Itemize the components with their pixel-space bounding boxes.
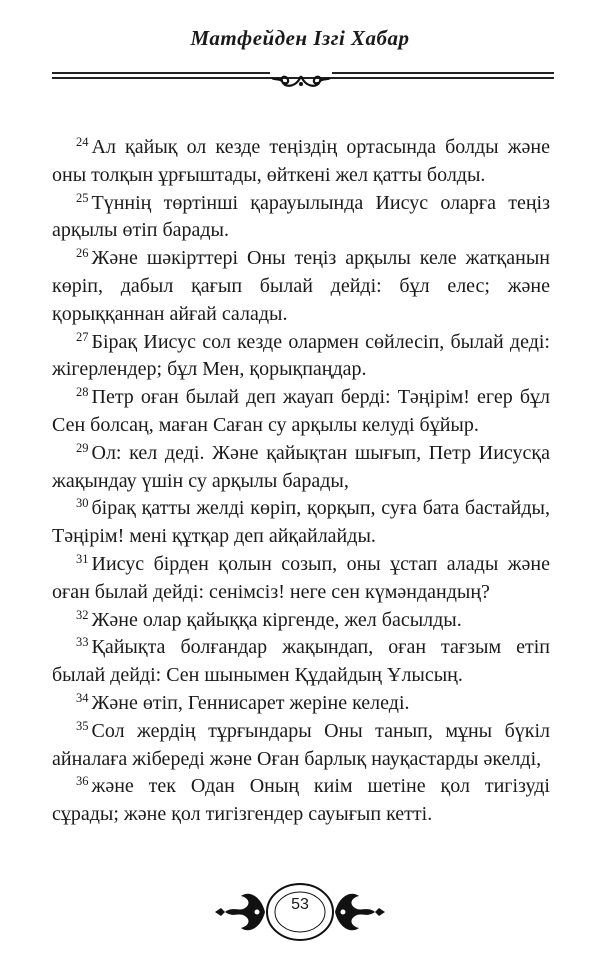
verse-24 — [52, 134, 550, 190]
header-ornament-icon — [270, 70, 332, 92]
verse-text: Петр оған былай деп жауап берді: Тәңірім! егер бұл Сен болсаң, маған Саған су арқылы келуді бұйыр. — [52, 386, 550, 436]
verse-26 — [52, 245, 550, 328]
verse-text: Бірақ Иисус сол кезде олармен сөйлесіп, былай деді: жігерлендер; бұл Мен, қорықпаңдар. — [52, 330, 550, 381]
verse-35 — [52, 718, 550, 774]
scripture-text — [52, 134, 550, 829]
verse-number: 34 — [76, 690, 89, 705]
verse-number: 24 — [76, 135, 89, 149]
verse-number: 35 — [76, 718, 89, 733]
verse-number: 29 — [76, 440, 89, 455]
verse-number: 33 — [76, 635, 89, 650]
verse-28 — [52, 384, 550, 440]
verse-text: және тек Одан Оның киім шетіне қол тигізуді сұрады; және қол тигізгендер сауығып кетті. — [52, 775, 550, 826]
verse-text: Ал қайық ол кезде теңіздің ортасында болды және оны толқын ұрғыштады, өйткені жел қатты болды. — [52, 136, 550, 186]
verse-text: Және шәкірттері Оны теңіз арқылы келе жатқанын көріп, дабыл қағып былай дейді: бұл елес; және қорыққаннан айғай салады. — [52, 247, 550, 325]
verse-number: 27 — [76, 329, 89, 344]
verse-number: 31 — [76, 551, 89, 566]
verse-33 — [52, 634, 550, 690]
verse-number: 32 — [76, 607, 89, 622]
verse-34 — [52, 690, 550, 718]
verse-number: 30 — [76, 496, 89, 511]
verse-36 — [52, 773, 550, 829]
verse-number: 25 — [76, 190, 89, 205]
verse-text: Және өтіп, Геннисарет жеріне келеді. — [91, 691, 410, 714]
verse-text: Және олар қайыққа кіргенде, жел басылды. — [91, 608, 462, 631]
verse-text: Ол: кел деді. Және қайықтан шығып, Петр Иисусқа жақындау үшін су арқылы барады, — [52, 441, 550, 492]
verse-text: бірақ қатты желді көріп, қорқып, суға бата бастайды, Тәңірім! мені құтқар деп айқайлайды. — [52, 497, 550, 548]
verse-32 — [52, 607, 550, 635]
verse-30 — [52, 495, 550, 551]
page-number: 53 — [291, 896, 309, 913]
verse-number: 36 — [76, 774, 89, 789]
verse-text: Қайықта болғандар жақындап, оған тағзым етіп былай дейді: Сен шынымен Құдайдың Ұлысың. — [52, 636, 550, 687]
verse-27 — [52, 329, 550, 385]
running-header-title: Матфейден Ізгі Хабар — [190, 26, 410, 50]
verse-31 — [52, 551, 550, 607]
verse-text: Сол жердің тұрғындары Оны танып, мұны бүкіл айналаға жібереді және Оған барлық науқастарды әкелді, — [52, 719, 550, 770]
verse-number: 26 — [76, 246, 89, 261]
verse-25 — [52, 190, 550, 246]
verse-29 — [52, 440, 550, 496]
verse-number: 28 — [76, 385, 89, 400]
verse-text: Иисус бірден қолын созып, оны ұстап алады және оған былай дейді: сенімсіз! неге сен күмәндандың? — [52, 552, 550, 603]
verse-text: Түннің төртінші қарауылында Иисус оларға теңіз арқылы өтіп барады. — [52, 191, 550, 242]
